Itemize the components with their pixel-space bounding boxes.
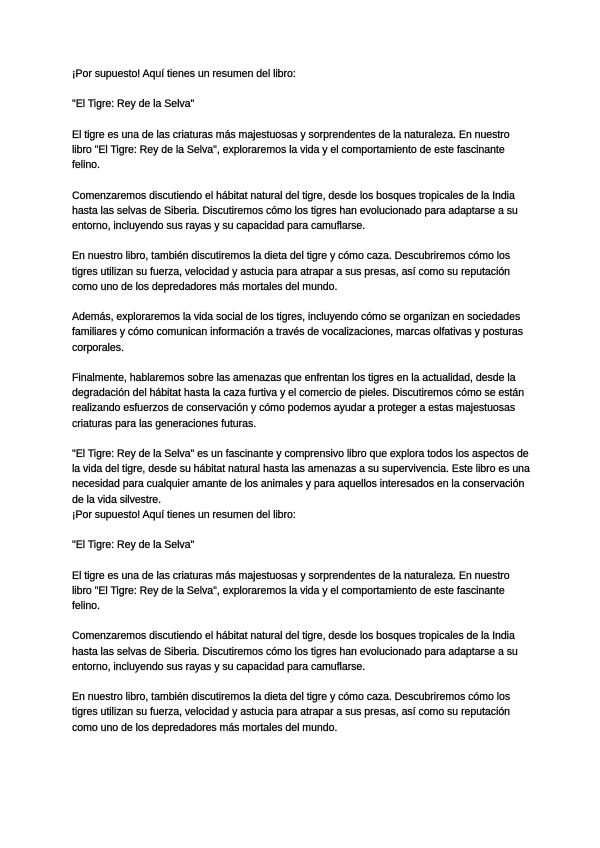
book-title-repeat: "El Tigre: Rey de la Selva" bbox=[72, 539, 195, 552]
intro-line: ¡Por supuesto! Aquí tienes un resumen del libro: bbox=[72, 68, 296, 80]
paragraph-diet-repeat: En nuestro libro, también discutiremos la dieta del tigre y cómo caza. Descubriremos cómo los tigres utilizan su fuerza, velocidad y astucia para atrapar a sus presas, así como su reputación como uno de los depredadores más mortales del mundo. bbox=[72, 691, 511, 734]
paragraph-habitat: Comenzaremos discutiendo el hábitat natural del tigre, desde los bosques tropicales de la India hasta las selvas de Siberia. Discutiremos cómo los tigres han evolucionado para adaptarse a su entorno, incluyendo sus rayas y su capacidad para camuflarse. bbox=[72, 189, 518, 232]
intro-line-repeat: ¡Por supuesto! Aquí tienes un resumen del libro: bbox=[72, 508, 296, 521]
paragraph-diet: En nuestro libro, también discutiremos la dieta del tigre y cómo caza. Descubriremos cómo los tigres utilizan su fuerza, velocidad y astucia para atrapar a sus presas, así como su reputación como uno de los depredadores más mortales del mundo. bbox=[72, 250, 511, 293]
paragraph-introduction: El tigre es una de las criaturas más majestuosas y sorprendentes de la naturaleza. En nuestro libro "El Tigre: Rey de la Selva", exploraremos la vida y el comportamiento de este fascinante felino. bbox=[72, 128, 510, 172]
paragraph-social-life: Además, exploraremos la vida social de los tigres, incluyendo cómo se organizan en sociedades familiares y cómo comunican información a través de vocalizaciones, marcas olfativas y posturas corporales. bbox=[72, 311, 523, 354]
paragraph-conclusion: "El Tigre: Rey de la Selva" es un fascinante y comprensivo libro que explora todos los aspectos de la vida del tigre, desde su hábitat natural hasta las amenazas a su supervivencia. Este libro es una necesidad para cualquier amante de los animales y para aquellos interesados en la conservación de la vida silvestre. bbox=[72, 447, 530, 506]
paragraph-introduction-repeat: El tigre es una de las criaturas más majestuosas y sorprendentes de la naturaleza. En nuestro libro "El Tigre: Rey de la Selva", exploraremos la vida y el comportamiento de este fascinante felino. bbox=[72, 569, 510, 612]
paragraph-threats: Finalmente, hablaremos sobre las amenazas que enfrentan los tigres en la actualidad, desde la degradación del hábitat hasta la caza furtiva y el comercio de pieles. Discutiremos cómo se están realizando esfuerzos de conservación y cómo podemos ayudar a proteger a estas majestuosas criaturas para las generaciones futuras. bbox=[72, 371, 525, 430]
book-title: "El Tigre: Rey de la Selva" bbox=[72, 98, 195, 111]
document-page bbox=[72, 67, 530, 751]
paragraph-habitat-repeat: Comenzaremos discutiendo el hábitat natural del tigre, desde los bosques tropicales de la India hasta las selvas de Siberia. Discutiremos cómo los tigres han evolucionado para adaptarse a su entorno, incluyendo sus rayas y su capacidad para camuflarse. bbox=[72, 630, 518, 673]
